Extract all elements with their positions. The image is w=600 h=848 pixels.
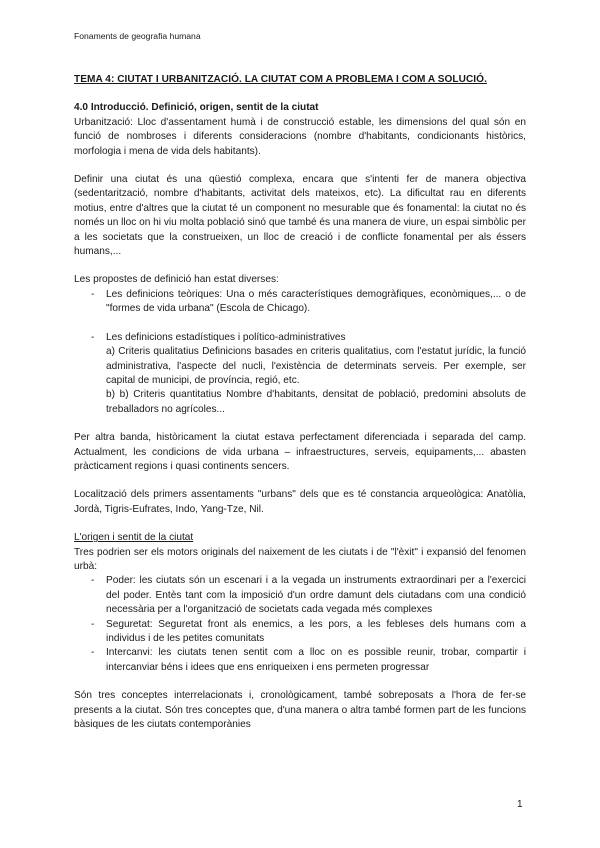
subheading-origen: L'origen i sentit de la ciutat <box>74 532 194 544</box>
document-body <box>74 73 526 732</box>
paragraph-altra-banda: Per altra banda, històricament la ciutat estava perfectament diferenciada i separada del camp. Actualment, les condicions de vida urbana – infraestructures, serveis, equipaments,... abasten pràcticament regions i quasi continents sencers. <box>74 432 526 472</box>
paragraph-propostes: Les propostes de definició han estat diverses: <box>74 274 279 286</box>
paragraph-conceptes: Són tres conceptes interrelacionats i, cronològicament, també sobreposats a l'hora de fer-se presents a la ciutat. Són tres conceptes que, d'una manera o altra també formen part de les funcions bàsiques de les ciutats contemporànies <box>74 690 526 731</box>
list-item-estadistiques <box>74 331 526 417</box>
criteris-qualitatius: a) Criteris qualitatius Definicions basades en criteris qualitatius, com l'estatut jurídic, la funció administrativa, l'aspecte del nucli, l'existència de determinats serveis. Per exemple, ser capital de municipi, de província, regió, etc. <box>106 346 526 386</box>
definitions-list <box>74 288 526 417</box>
list-item-seguretat: - Seguretat: Seguretat front als enemics, a les pors, a les febleses dels humans com a individus i de les petites comunitats <box>74 618 526 647</box>
criteris-quantitatius: b) b) Criteris quantitatius Nombre d'habitants, densitat de població, predomini absoluts de treballadors no agrícoles... <box>106 389 526 415</box>
paragraph-urbanitzacio: Urbanització: Lloc d'assentament humà i de construcció estable, les dimensions del qual són en funció de nombroses i diferents consideracions (nombre d'habitants, condicionants històrics, morfologia i mena de vida dels habitants). <box>74 116 526 157</box>
document-title: TEMA 4: CIUTAT I URBANITZACIÓ. LA CIUTAT COM A PROBLEMA I COM A SOLUCIÓ. <box>74 74 487 85</box>
list-item-poder: - Poder: les ciutats són un escenari i a la vegada un instruments extraordinari per a l'exercici del poder. Entès tant com la imposició d'un ordre damunt dels ciutadans com una condició necessària per a l'organització de societats cada vegada més complexes <box>74 574 526 617</box>
page-header: Fonaments de geografia humana <box>74 31 201 41</box>
list-item-intercanvi: - Intercanvi: les ciutats tenen sentit com a lloc on es possible reunir, trobar, compartir i intercanviar béns i idees que ens enriqueixen i ens permeten progressar <box>74 646 526 675</box>
motors-list <box>74 574 526 675</box>
paragraph-motors: Tres podrien ser els motors originals del naixement de les ciutats i de "l'èxit" i expansió del fenomen urbà: <box>74 546 526 572</box>
paragraph-definir: Definir una ciutat és una qüestió complexa, encara que s'intenti fer de manera objectiva (sedentarització, nombre d'habitants, activitat dels mateixos, etc). La dificultat rau en diferents motius, entre d'altres que la ciutat té un component no mesurable que és fonamental: la ciutat no és només un lloc on hi viu molta població sinó que també és una manera de viure, un espai simbòlic per a les societats que la construeixen, un lloc de creació i de conflicte fonamental per als éssers humans,... <box>74 174 526 258</box>
paragraph-localitzacio: Localització dels primers assentaments "urbans" dels que es té constancia arqueològica: Anatòlia, Jordà, Tigris-Eufrates, Indo, Yang-Tze, Nil. <box>74 489 526 515</box>
section-heading: 4.0 Introducció. Definició, origen, sentit de la ciutat <box>74 102 319 114</box>
estadistiques-intro: - Les definicions estadístiques i político-administratives <box>106 331 346 343</box>
list-item-teoriques: - Les definicions teòriques: Una o més característiques demogràfiques, econòmiques,... o de "formes de vida urbana" (Escola de Chicago). <box>74 288 526 317</box>
page-number: 1 <box>517 799 523 810</box>
